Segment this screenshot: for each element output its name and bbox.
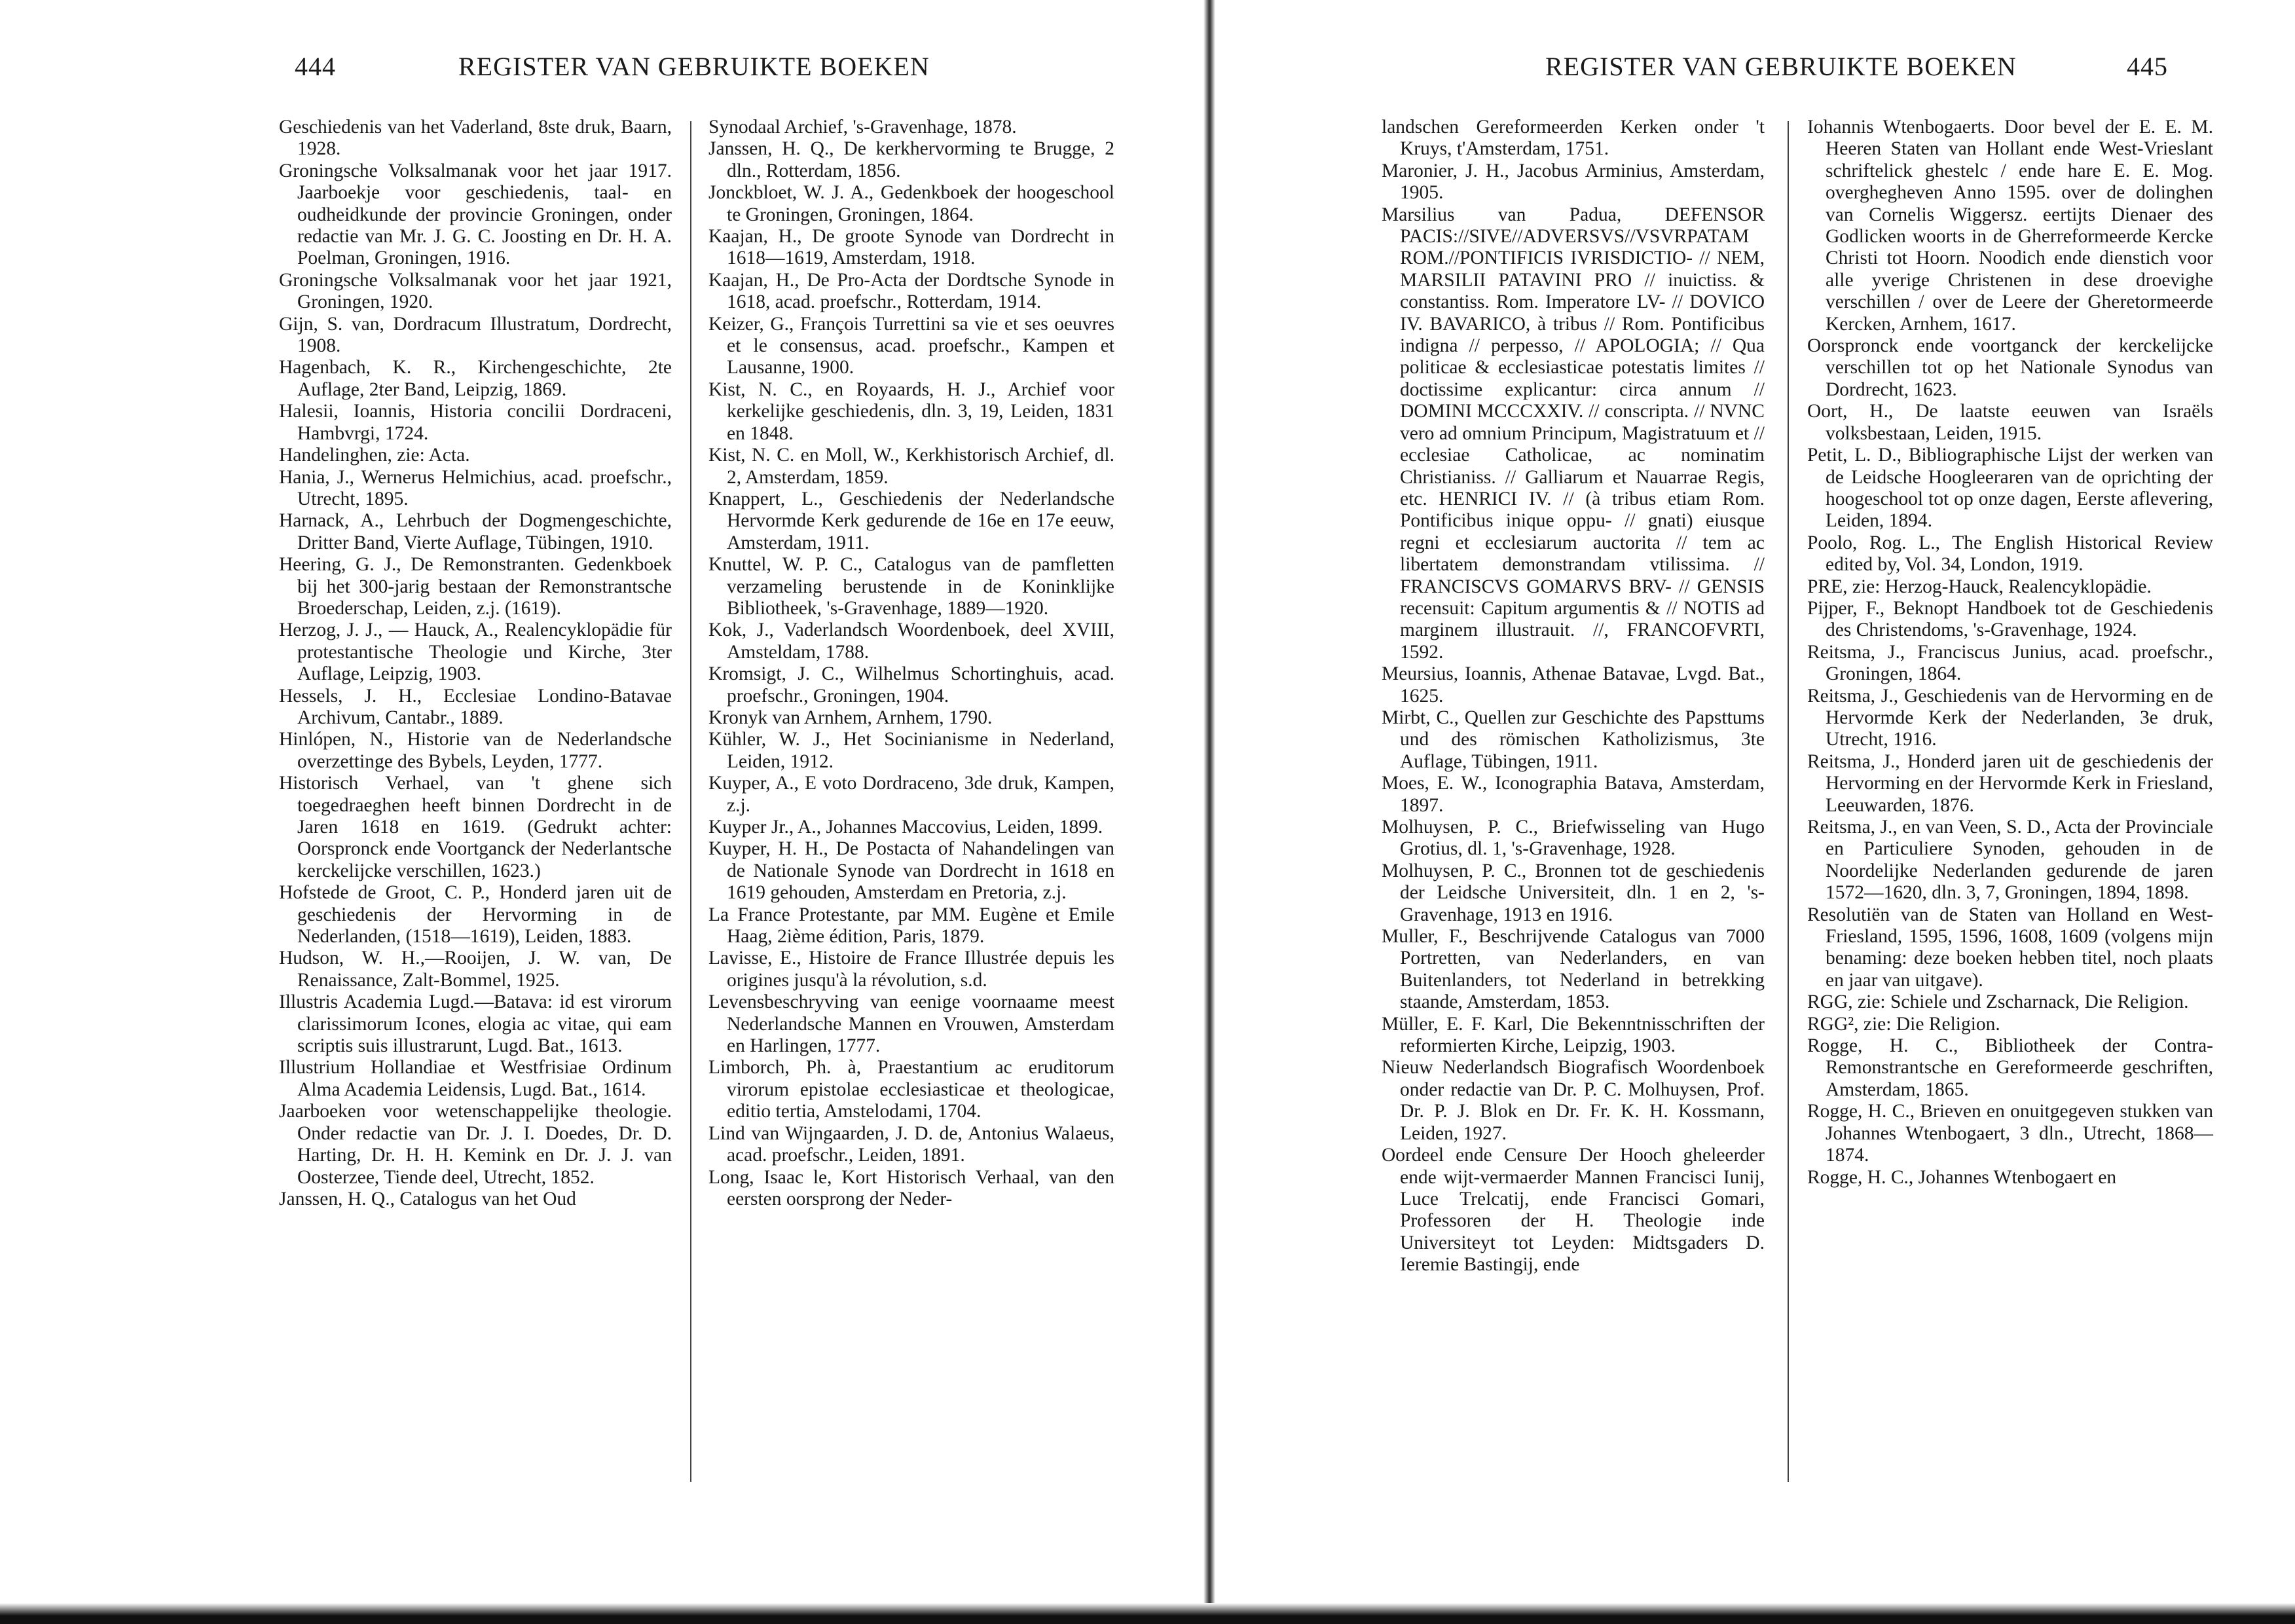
bibliography-entry: Harnack, A., Lehrbuch der Dogmengeschichte, Dritter Band, Vierte Auflage, Tübingen, 1910. xyxy=(279,510,672,553)
bibliography-entry: Hania, J., Wernerus Helmichius, acad. proefschr., Utrecht, 1895. xyxy=(279,466,672,509)
page-bottom-edge-shadow xyxy=(0,1603,2295,1624)
running-head-left: REGISTER VAN GEBRUIKTE BOEKEN xyxy=(458,52,930,81)
bibliography-entry: Knappert, L., Geschiedenis der Nederlandsche Hervormde Kerk gedurende de 16e en 17e eeuw, Amsterdam, 1911. xyxy=(708,488,1114,553)
column-divider-left xyxy=(690,121,691,1482)
bibliography-entry: Kok, J., Vaderlandsch Woordenboek, deel XVIII, Amsteldam, 1788. xyxy=(708,619,1114,663)
running-head-right: REGISTER VAN GEBRUIKTE BOEKEN xyxy=(1545,52,2017,81)
bibliography-entry: Oorspronck ende voortganck der kerckelijcke verschillen tot op het Nationale Synodus van Dordrecht, 1623. xyxy=(1807,335,2213,400)
bibliography-entry: Rogge, H. C., Bibliotheek der Contra-Remonstrantsche en Gereformeerde geschriften, Amsterdam, 1865. xyxy=(1807,1035,2213,1100)
bibliography-entry: Janssen, H. Q., Catalogus van het Oud xyxy=(279,1188,576,1209)
bibliography-entry: Long, Isaac le, Kort Historisch Verhaal, van den eersten oorsprong der Neder- xyxy=(708,1166,1114,1209)
bibliography-entry: Muller, F., Beschrijvende Catalogus van 7000 Portretten, van Nederlanders, en van Buitenlanders, tot Nederland in betrekking staande, Amsterdam, 1853. xyxy=(1382,926,1765,1013)
bibliography-entry: Hinlópen, N., Historie van de Nederlandsche overzettinge des Bybels, Leyden, 1777. xyxy=(279,729,672,772)
bibliography-entry: Maronier, J. H., Jacobus Arminius, Amsterdam, 1905. xyxy=(1382,160,1765,204)
right-page-column-2 xyxy=(1807,117,2213,1189)
bibliography-entry: Molhuysen, P. C., Bronnen tot de geschiedenis der Leidsche Universiteit, dln. 1 en 2, 's-Gravenhage, 1913 en 1916. xyxy=(1382,860,1765,925)
bibliography-entry: Geschiedenis van het Vaderland, 8ste druk, Baarn, 1928. xyxy=(279,117,672,160)
page-number-right: 445 xyxy=(2127,52,2168,81)
bibliography-entry: Moes, E. W., Iconographia Batava, Amsterdam, 1897. xyxy=(1382,773,1765,816)
bibliography-entry: Hudson, W. H.,—Rooijen, J. W. van, De Renaissance, Zalt-Bommel, 1925. xyxy=(279,948,672,991)
bibliography-entry: Herzog, J. J., — Hauck, A., Realencyklopädie für protestantische Theologie und Kirche, 3ter Auflage, Leipzig, 1903. xyxy=(279,619,672,685)
right-page-column-1 xyxy=(1382,117,1765,1276)
bibliography-entry: Groningsche Volksalmanak voor het jaar 1921, Groningen, 1920. xyxy=(279,269,672,313)
bibliography-entry: Rogge, H. C., Johannes Wtenbogaert en xyxy=(1807,1166,2117,1188)
bibliography-entry: Mirbt, C., Quellen zur Geschichte des Papsttums und des römischen Katholizismus, 3te Auflage, Tübingen, 1911. xyxy=(1382,707,1765,772)
bibliography-entry: Kromsigt, J. C., Wilhelmus Schortinghuis, acad. proefschr., Groningen, 1904. xyxy=(708,663,1114,707)
bibliography-entry: Historisch Verhael, van 't ghene sich toegedraeghen heeft binnen Dordrecht in de Jaren 1618 en 1619. (Gedrukt achter: Oorspronck ende Voortganck der Nederlantsche kerckelijcke verschillen, 1623.) xyxy=(279,773,672,881)
column-divider-right xyxy=(1788,121,1789,1482)
bibliography-entry: Kist, N. C., en Royaards, H. J., Archief voor kerkelijke geschiedenis, dln. 3, 19, Leiden, 1831 en 1848. xyxy=(708,378,1114,444)
bibliography-entry: Jaarboeken voor wetenschappelijke theologie. Onder redactie van Dr. J. I. Doedes, Dr. D. Harting, Dr. H. H. Kemink en Dr. J. J. van Oosterzee, Tiende deel, Utrecht, 1852. xyxy=(279,1101,672,1188)
bibliography-entry: Kuyper, A., E voto Dordraceno, 3de druk, Kampen, z.j. xyxy=(708,773,1114,816)
bibliography-entry: PRE, zie: Herzog-Hauck, Realencyklopädie. xyxy=(1807,576,2152,597)
bibliography-entry: Kist, N. C. en Moll, W., Kerkhistorisch Archief, dl. 2, Amsterdam, 1859. xyxy=(708,445,1114,488)
bibliography-entry: Handelinghen, zie: Acta. xyxy=(279,445,470,466)
bibliography-entry: Hagenbach, K. R., Kirchengeschichte, 2te Auflage, 2ter Band, Leipzig, 1869. xyxy=(279,357,672,400)
bibliography-entry: Poolo, Rog. L., The English Historical Review edited by, Vol. 34, London, 1919. xyxy=(1807,532,2213,576)
bibliography-entry: Marsilius van Padua, DEFENSOR PACIS://SIVE//ADVERSVS//VSVRPATAM ROM.//PONTIFICIS IVRISDICTIO- // NEM, MARSILII PATAVINI PRO // inuictiss. & constantiss. Rom. Imperatore LV- // DOVICO IV. BAVARICO, à tribus // Rom. Pontificibus indigna // perpesso, // APOLOGIA; // Qua politicae & ecclesiasticae potestatis limites // doctissime explicantur: circa annum // DOMINI MCCCXXIV. // conscripta. // NVNC vero ad omnium Principum, Magistratuum et // ecclesiae Catholicae, ac nominatim Christianiss. // Galliarum et Nauarrae Regis, etc. HENRICI IV. // (à tribus etiam Rom. Pontificibus inique oppu- // gnati) eiusque regni et ecclesiarum auctorita // tem ac libertatem demonstrandam vtilissima. // FRANCISCVS GOMARVS BRV- // GENSIS recensuit: Capitum argumentis & // NOTIS ad marginem illustrauit. //, FRANCOFVRTI, 1592. xyxy=(1382,204,1765,663)
bibliography-entry: Oordeel ende Censure Der Hooch gheleerder ende wijt-vermaerder Mannen Francisci Iunij, Luce Trelcatij, ende Francisci Gomari, Professoren der H. Theologie inde Universiteyt tot Leyden: Midtsgaders D. Ieremie Bastingij, ende xyxy=(1382,1145,1765,1276)
bibliography-entry: Petit, L. D., Bibliographische Lijst der werken van de Leidsche Hoogleeraren van de oprichting der hoogeschool tot op onze dagen, Eerste aflevering, Leiden, 1894. xyxy=(1807,445,2213,532)
bibliography-entry: Heering, G. J., De Remonstranten. Gedenkboek bij het 300-jarig bestaan der Remonstrantsche Broederschap, Leiden, z.j. (1619). xyxy=(279,554,672,619)
bibliography-entry: Kronyk van Arnhem, Arnhem, 1790. xyxy=(708,707,993,728)
bibliography-entry: Resolutiën van de Staten van Holland en West-Friesland, 1595, 1596, 1608, 1609 (volgens mijn benaming: deze boeken hebben titel, noch plaats en jaar van uitgave). xyxy=(1807,904,2213,991)
bibliography-entry: Kühler, W. J., Het Socinianisme in Nederland, Leiden, 1912. xyxy=(708,729,1114,772)
bibliography-entry: Limborch, Ph. à, Praestantium ac eruditorum virorum epistolae ecclesiasticae et theologicae, editio tertia, Amstelodami, 1704. xyxy=(708,1057,1114,1122)
bibliography-entry: Kuyper, H. H., De Postacta of Nahandelingen van de Nationale Synode van Dordrecht in 1618 en 1619 gehouden, Amsterdam en Pretoria, z.j. xyxy=(708,838,1114,904)
left-page-column-2 xyxy=(708,117,1114,1210)
left-page-column-1 xyxy=(279,117,672,1210)
bibliography-entry: Kaajan, H., De groote Synode van Dordrecht in 1618—1619, Amsterdam, 1918. xyxy=(708,226,1114,269)
bibliography-entry: Nieuw Nederlandsch Biografisch Woordenboek onder redactie van Dr. P. C. Molhuysen, Prof. Dr. P. J. Blok en Dr. Fr. K. H. Kossmann, Leiden, 1927. xyxy=(1382,1057,1765,1144)
bibliography-entry: Müller, E. F. Karl, Die Bekenntnisschriften der reformierten Kirche, Leipzig, 1903. xyxy=(1382,1013,1765,1057)
bibliography-entry: Jonckbloet, W. J. A., Gedenkboek der hoogeschool te Groningen, Groningen, 1864. xyxy=(708,182,1114,225)
bibliography-entry: Reitsma, J., Franciscus Junius, acad. proefschr., Groningen, 1864. xyxy=(1807,641,2213,685)
bibliography-entry: Gijn, S. van, Dordracum Illustratum, Dordrecht, 1908. xyxy=(279,313,672,357)
bibliography-entry: Iohannis Wtenbogaerts. Door bevel der E. E. M. Heeren Staten van Hollant ende West-Vrieslant schriftelick ghestelc / ende hare E. E. Mog. overghegheven Anno 1595. over de dolinghen van Cornelis Wiggersz. eertijts Dienaer des Godlicken woorts in de Gherreformeerde Kercke Christi tot Hoorn. Noodich ende dienstich voor alle yverige Christenen in dese droevighe verschillen / over de Leere der Gheretormeerde Kercken, Arnhem, 1617. xyxy=(1807,117,2213,335)
bibliography-entry: Hessels, J. H., Ecclesiae Londino-Batavae Archivum, Cantabr., 1889. xyxy=(279,685,672,728)
bibliography-entry: Hofstede de Groot, C. P., Honderd jaren uit de geschiedenis der Hervorming in de Nederlanden, (1518—1619), Leiden, 1883. xyxy=(279,882,672,948)
bibliography-entry: landschen Gereformeerden Kerken onder 't Kruys, t'Amsterdam, 1751. xyxy=(1382,117,1765,160)
bibliography-entry: Reitsma, J., Honderd jaren uit de geschiedenis der Hervorming en der Hervormde Kerk in Friesland, Leeuwarden, 1876. xyxy=(1807,750,2213,816)
bibliography-entry: Halesii, Ioannis, Historia concilii Dordraceni, Hambvrgi, 1724. xyxy=(279,401,672,444)
right-page xyxy=(1382,0,2213,1572)
bibliography-entry: Rogge, H. C., Brieven en onuitgegeven stukken van Johannes Wtenbogaert, 3 dln., Utrecht, 1868—1874. xyxy=(1807,1101,2213,1166)
bibliography-entry: Pijper, F., Beknopt Handboek tot de Geschiedenis des Christendoms, 's-Gravenhage, 1924. xyxy=(1807,597,2213,641)
bibliography-entry: Kuyper Jr., A., Johannes Maccovius, Leiden, 1899. xyxy=(708,817,1103,838)
bibliography-entry: Illustrium Hollandiae et Westfrisiae Ordinum Alma Academia Leidensis, Lugd. Bat., 1614. xyxy=(279,1057,672,1100)
bibliography-entry: RGG, zie: Schiele und Zscharnack, Die Religion. xyxy=(1807,991,2189,1013)
bibliography-entry: Kaajan, H., De Pro-Acta der Dordtsche Synode in 1618, acad. proefschr., Rotterdam, 1914. xyxy=(708,269,1114,313)
bibliography-entry: Lind van Wijngaarden, J. D. de, Antonius Walaeus, acad. proefschr., Leiden, 1891. xyxy=(708,1122,1114,1166)
page-number-left: 444 xyxy=(295,52,336,81)
bibliography-entry: Knuttel, W. P. C., Catalogus van de pamfletten verzameling berustende in de Koninklijke Bibliotheek, 's-Gravenhage, 1889—1920. xyxy=(708,554,1114,619)
left-page xyxy=(249,0,1133,1572)
bibliography-entry: Groningsche Volksalmanak voor het jaar 1917. Jaarboekje voor geschiedenis, taal- en oudheidkunde der provincie Groningen, onder redactie van Mr. J. G. C. Joosting en Dr. H. A. Poelman, Groningen, 1916. xyxy=(279,160,672,269)
book-gutter-shadow xyxy=(1203,0,1215,1624)
bibliography-entry: Levensbeschryving van eenige voornaame meest Nederlandsche Mannen en Vrouwen, Amsterdam en Harlingen, 1777. xyxy=(708,991,1114,1057)
bibliography-entry: Keizer, G., François Turrettini sa vie et ses oeuvres et le consensus, acad. proefschr., Kampen et Lausanne, 1900. xyxy=(708,313,1114,378)
bibliography-entry: Reitsma, J., en van Veen, S. D., Acta der Provinciale en Particuliere Synoden, gehouden in de Noordelijke Nederlanden gedurende de jaren 1572—1620, dln. 3, 7, Groningen, 1894, 1898. xyxy=(1807,817,2213,904)
bibliography-entry: Oort, H., De laatste eeuwen van Israëls volksbestaan, Leiden, 1915. xyxy=(1807,401,2213,444)
bibliography-entry: Meursius, Ioannis, Athenae Batavae, Lvgd. Bat., 1625. xyxy=(1382,663,1765,707)
bibliography-entry: Molhuysen, P. C., Briefwisseling van Hugo Grotius, dl. 1, 's-Gravenhage, 1928. xyxy=(1382,817,1765,860)
bibliography-entry: Synodaal Archief, 's-Gravenhage, 1878. xyxy=(708,117,1017,138)
bibliography-entry: Illustris Academia Lugd.—Batava: id est virorum clarissimorum Icones, elogia ac vitae, qui eam scriptis suis illustrarunt, Lugd. Bat., 1613. xyxy=(279,991,672,1057)
bibliography-entry: Lavisse, E., Histoire de France Illustrée depuis les origines jusqu'à la révolution, s.d. xyxy=(708,948,1114,991)
bibliography-entry: RGG², zie: Die Religion. xyxy=(1807,1013,2000,1035)
bibliography-entry: La France Protestante, par MM. Eugène et Emile Haag, 2ième édition, Paris, 1879. xyxy=(708,904,1114,948)
bibliography-entry: Reitsma, J., Geschiedenis van de Hervorming en de Hervormde Kerk der Nederlanden, 3e druk, Utrecht, 1916. xyxy=(1807,685,2213,750)
bibliography-entry: Janssen, H. Q., De kerkhervorming te Brugge, 2 dln., Rotterdam, 1856. xyxy=(708,138,1114,181)
